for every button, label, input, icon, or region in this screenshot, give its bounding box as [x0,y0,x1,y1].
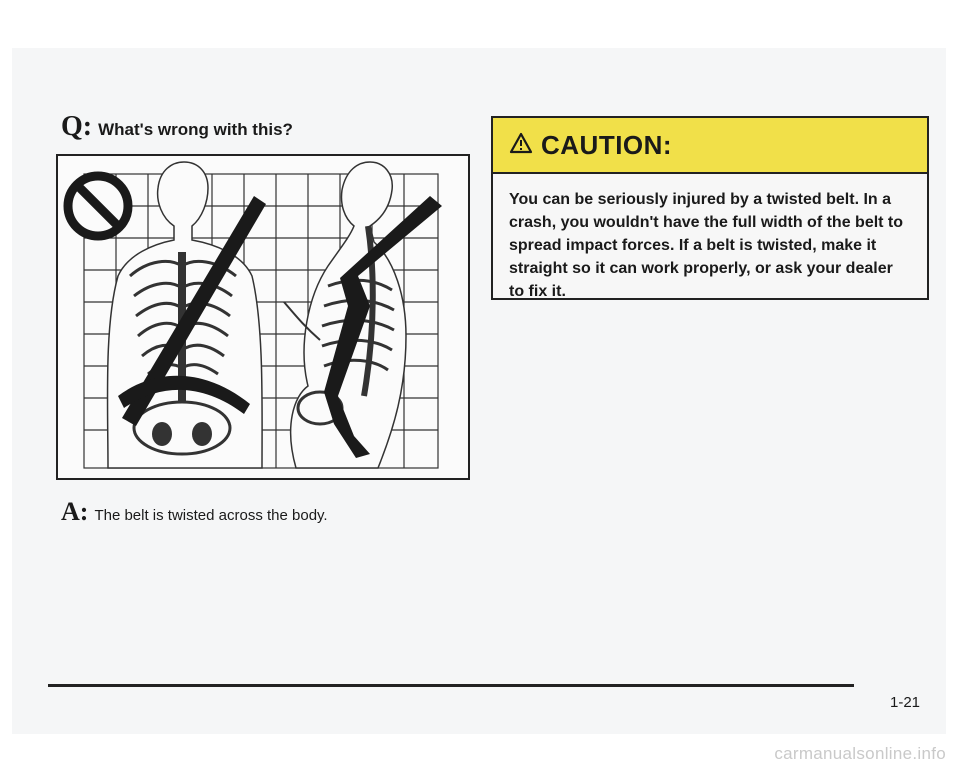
prohibition-icon [68,176,128,236]
site-watermark: carmanualsonline.info [774,744,946,763]
answer-text: The belt is twisted across the body. [94,507,328,524]
twisted-belt-illustration [56,154,470,480]
caution-title: CAUTION: [541,129,673,160]
question-text: What's wrong with this? [98,120,293,139]
answer-letter: A: [61,497,89,526]
warning-triangle-icon [509,132,533,159]
illustration-svg [58,156,468,478]
question-letter: Q: [61,111,93,142]
caution-header [493,118,927,174]
footer-divider [48,684,854,687]
caution-box [491,116,929,300]
question-line [61,111,293,143]
page-number: 1-21 [890,694,921,711]
caution-body-text: You can be seriously injured by a twisted belt. In a crash, you wouldn't have the full width of the belt to spread impact forces. If a belt is twisted, make it straight so it can work properly, or ask your dealer to fix it. [509,191,904,300]
answer-line [61,497,328,527]
